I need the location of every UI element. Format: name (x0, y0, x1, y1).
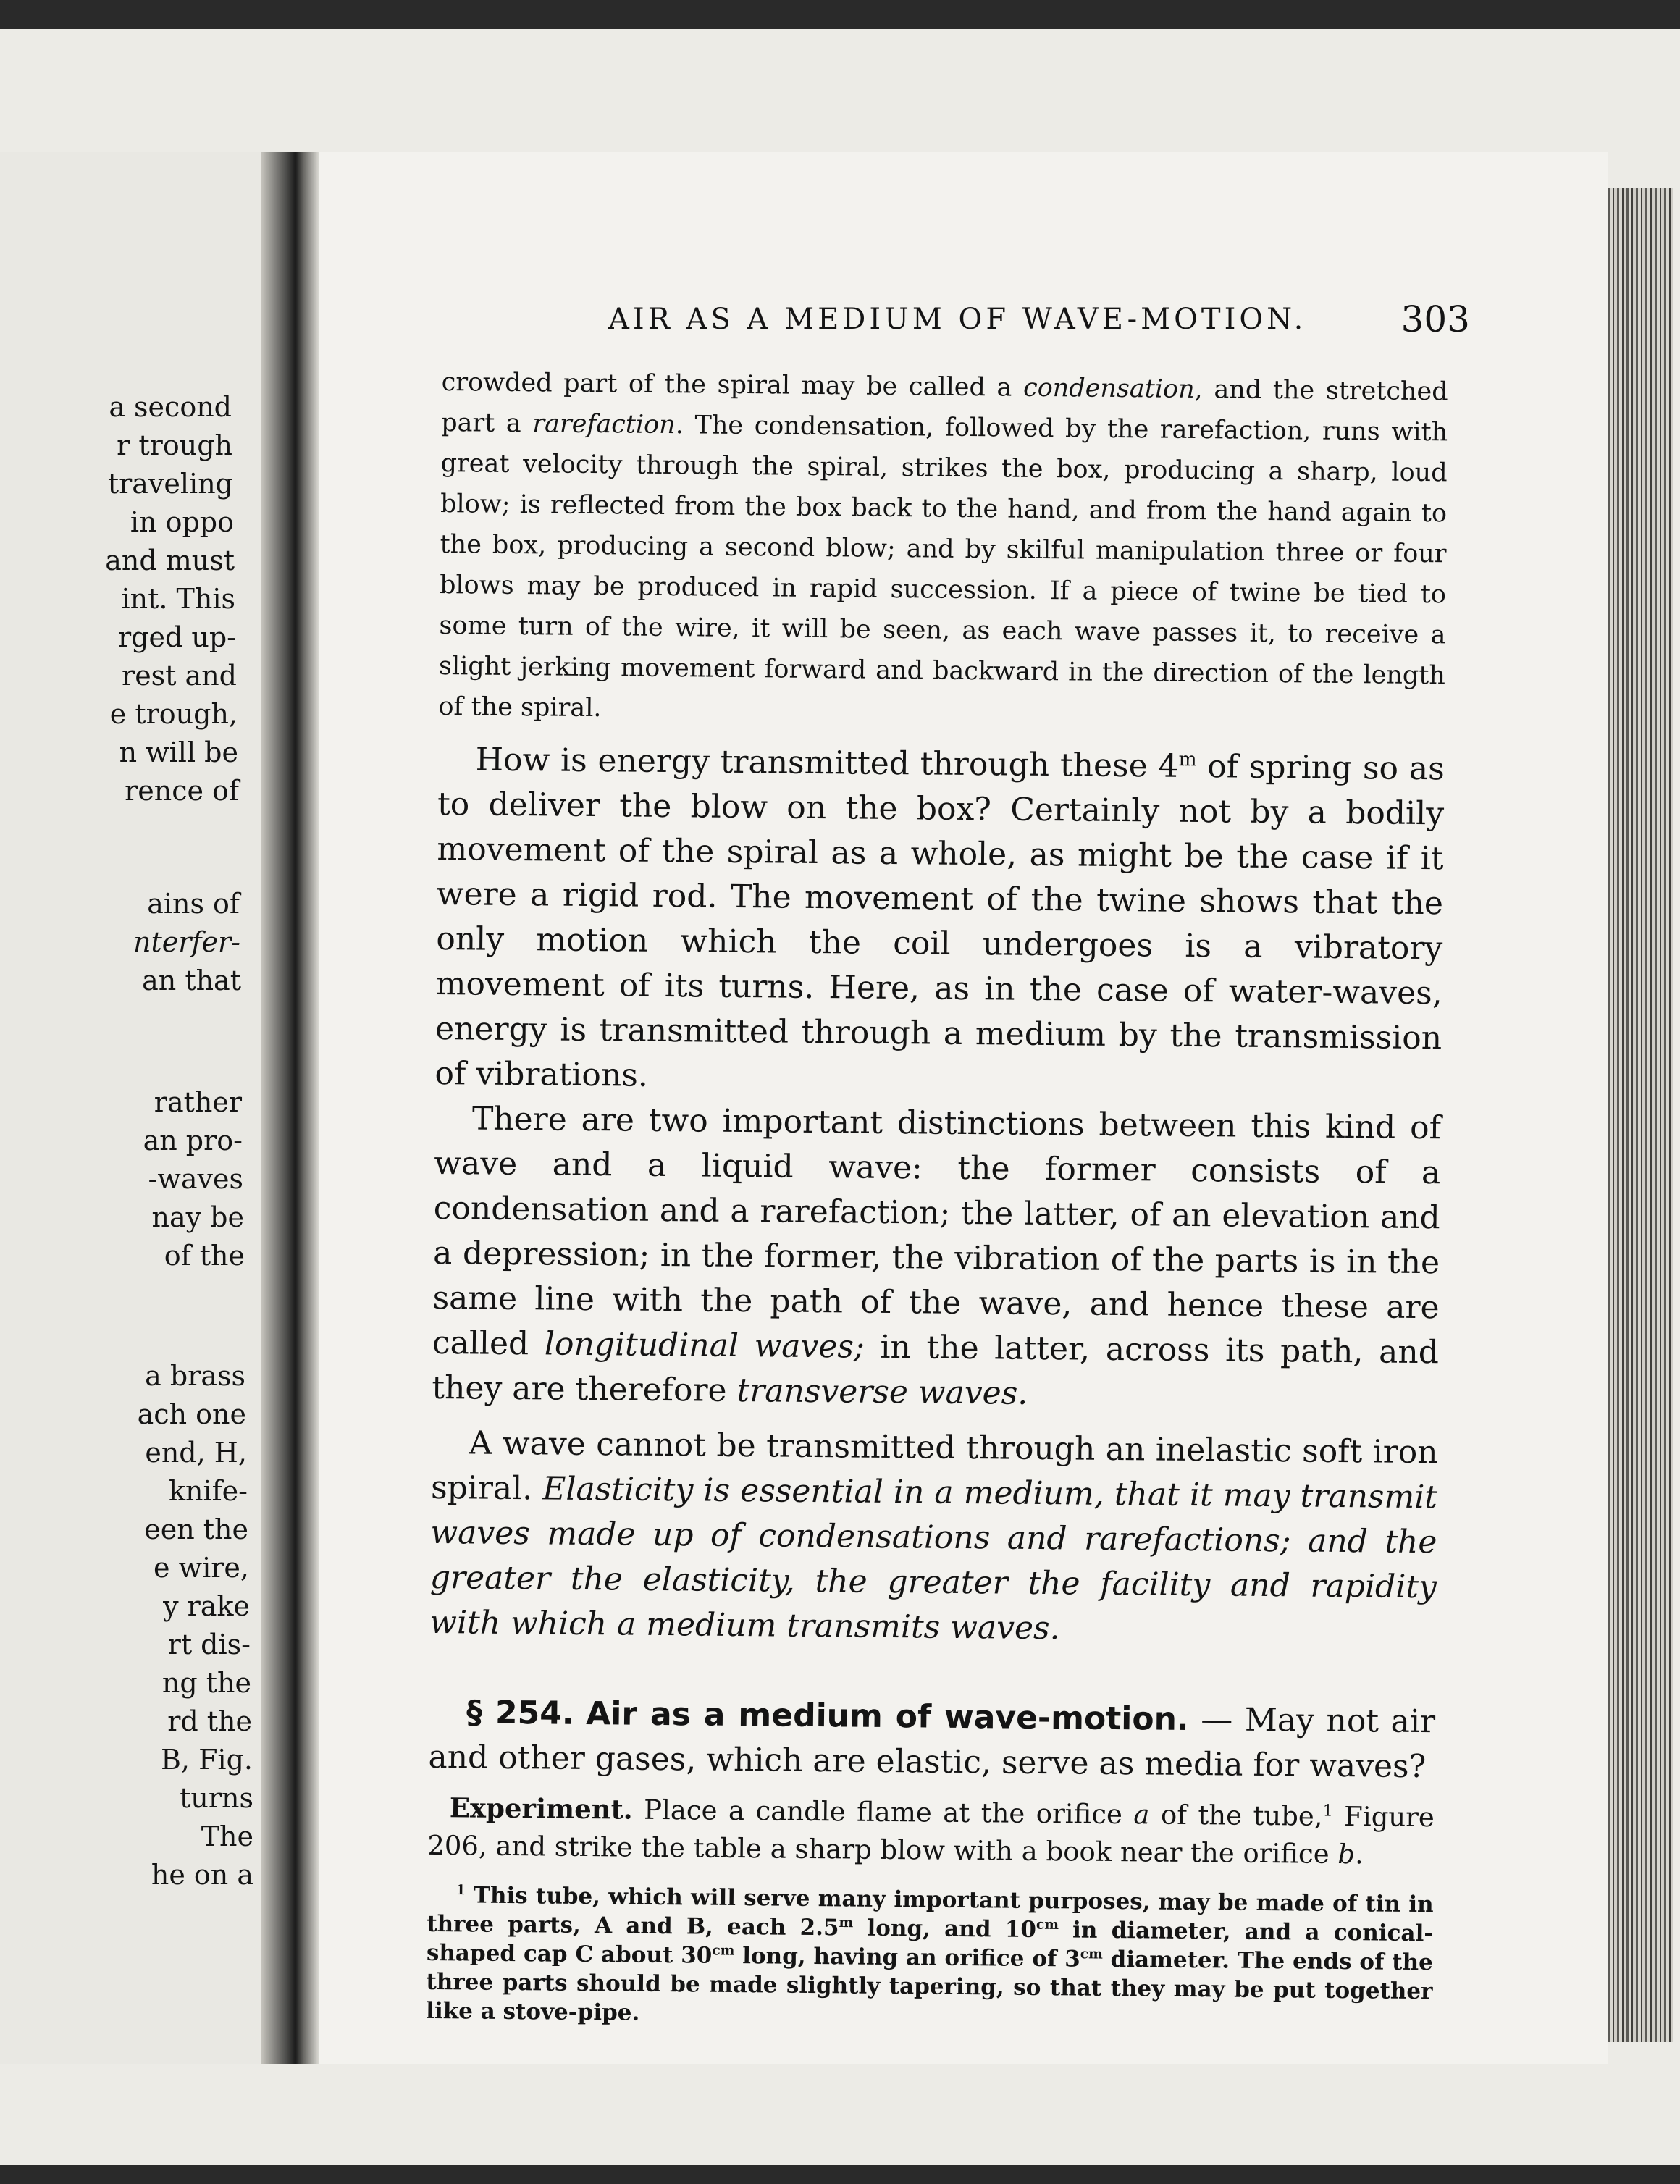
left-page-fragment: The (201, 1820, 253, 1852)
text-run: of spring so as to deliver the blow on the box? Certainly not by a bodily movement of the spiral as a whole, as might be the case if it were a rigid rod. The movement of the twine shows that the only motion which the coil undergoes is a vibratory movement of its turns. Here, as in the case of water-waves, energy is transmitted through a medium by the transmission of vibrations. (434, 748, 1445, 1094)
left-page-fragment: turns (180, 1782, 253, 1814)
book-gutter (261, 152, 319, 2064)
section-title: Air as a medium of wave-motion. (585, 1694, 1189, 1738)
text-run: There are two important distinctions between this kind of wave and a liquid wave: the former consists of a condensation and a rarefaction; the latter, of an elevation and a depression; in the former, the vibration of the parts is in the same line with the path of the wave, and hence these are called (432, 1100, 1442, 1363)
italic-statement: Elasticity is essential in a medium, that it may transmit waves made up of condensations and rarefactions; and the greater the elasticity, the greater the facility and rapidity with which a medium transmits waves. (429, 1470, 1438, 1647)
italic-term: transverse waves. (736, 1372, 1028, 1412)
left-page-fragment: rt dis- (167, 1629, 251, 1660)
unit-superscript: cm (712, 1943, 735, 1959)
left-page-fragment: een the (144, 1513, 248, 1545)
left-page-fragment: rged up- (117, 621, 236, 653)
left-page-fragment: int. This (121, 583, 235, 615)
left-page-fragment: r trough (117, 429, 232, 461)
left-page-text-fragments (0, 391, 261, 2057)
unit-superscript: m (1178, 748, 1197, 771)
left-page-fragment: e trough, (109, 698, 238, 730)
left-page-fragment: rather (154, 1086, 242, 1118)
paragraph-energy-transmission (434, 737, 1445, 1106)
footnote-mark: 1 (455, 1882, 466, 1899)
text-run: long, and 10 (853, 1915, 1037, 1943)
left-page-fragment: ach one (137, 1398, 246, 1430)
left-page-fragment: and must (105, 545, 235, 576)
left-page-fragment: end, H, (145, 1437, 247, 1469)
section-intro: — May not air and other gases, which are elastic, serve as media for waves? (428, 1700, 1436, 1786)
text-run: in the latter, across its path, and they are therefore (432, 1328, 1440, 1409)
left-page-fragment: rd the (167, 1705, 252, 1737)
text-run: Figure 206, and strike the table a sharp blow with a book near the orifice (427, 1800, 1435, 1870)
paragraph-two-distinctions (432, 1096, 1441, 1420)
left-page-fragment: rence of (125, 775, 239, 807)
unit-superscript: m (839, 1915, 854, 1931)
left-page-fragment: in oppo (130, 506, 234, 538)
section-number: § 254. (466, 1694, 574, 1732)
text-run: . (1354, 1839, 1364, 1870)
left-page-fragment: of the (164, 1240, 245, 1272)
left-page-fragment: B, Fig. (160, 1744, 253, 1776)
text-run: in diameter, and a conical-shaped cap C about 30 (426, 1917, 1434, 1969)
left-page-fragment: rest and (122, 660, 237, 692)
italic-letter: a (1133, 1799, 1150, 1831)
text-run: long, having an orifice of 3 (734, 1942, 1080, 1973)
text-run: . The condensation, followed by the rarefaction, runs with great velocity through the spiral, strikes the box, producing a sharp, loud blow; is reflected from the box back to the hand, and from the hand again to the box, producing a second blow; and by skilful manipulation three or four blows may be produced in rapid succession. If a piece of twine be tied to some turn of the wire, it will be seen, as each wave passes it, to receive a slight jerking movement forward and backward in the direction of the length of the spiral. (438, 411, 1448, 723)
paragraph-elasticity (429, 1421, 1438, 1655)
text-run: Place a candle flame at the orifice (632, 1794, 1134, 1831)
running-head: AIR AS A MEDIUM OF WAVE-MOTION. (608, 303, 1307, 336)
italic-term: condensation (1022, 373, 1195, 404)
italic-term: rarefaction (532, 409, 676, 440)
left-page-fragment: nterfer- (133, 926, 240, 958)
italic-letter: b (1337, 1838, 1356, 1870)
left-page-fragment: ng the (161, 1667, 251, 1699)
text-run: diameter. The ends of the three parts should be made slightly tapering, so that they may be put together like a stove-pipe. (425, 1946, 1434, 2026)
left-page-fragment: an that (142, 965, 241, 996)
left-page-fragment: y rake (163, 1590, 250, 1622)
italic-term: longitudinal waves; (544, 1325, 865, 1366)
page-number: 303 (1400, 298, 1470, 340)
unit-superscript: cm (1036, 1917, 1059, 1933)
unit-superscript: cm (1080, 1946, 1103, 1962)
experiment-label: Experiment. (449, 1792, 633, 1826)
left-page-fragment: he on a (151, 1859, 253, 1891)
left-page-fragment: n will be (119, 736, 238, 768)
left-page-fragment: e wire, (154, 1552, 249, 1584)
left-page-fragment: nay be (151, 1201, 244, 1233)
text-run: , and the stretched part a (441, 374, 1448, 439)
left-page-fragment: an pro- (143, 1125, 243, 1156)
page-edges (1608, 188, 1673, 2042)
experiment-paragraph (427, 1789, 1435, 1874)
text-run: How is energy transmitted through these 4 (475, 741, 1179, 785)
page-body (426, 362, 1448, 2035)
left-page-fragment: a second (109, 391, 232, 423)
text-run: This tube, which will serve many important purposes, may be made of tin in three parts, A and B, each 2.5 (427, 1882, 1434, 1941)
paragraph-spiral-condensation (438, 362, 1448, 736)
text-run: crowded part of the spiral may be called a (441, 367, 1024, 403)
left-page-fragment: knife- (168, 1475, 248, 1507)
left-page-fragment: traveling (107, 468, 233, 500)
left-page-fragment: ains of (147, 888, 240, 920)
text-run: A wave cannot be transmitted through an inelastic soft iron spiral. (430, 1424, 1438, 1508)
left-page-fragment: -waves (148, 1163, 243, 1195)
footnote (426, 1881, 1434, 2035)
left-page (0, 152, 263, 2064)
text-run: of the tube, (1149, 1799, 1323, 1832)
footnote-reference: 1 (1322, 1801, 1333, 1820)
section-254 (428, 1690, 1435, 1789)
left-page-fragment: a brass (145, 1360, 245, 1392)
